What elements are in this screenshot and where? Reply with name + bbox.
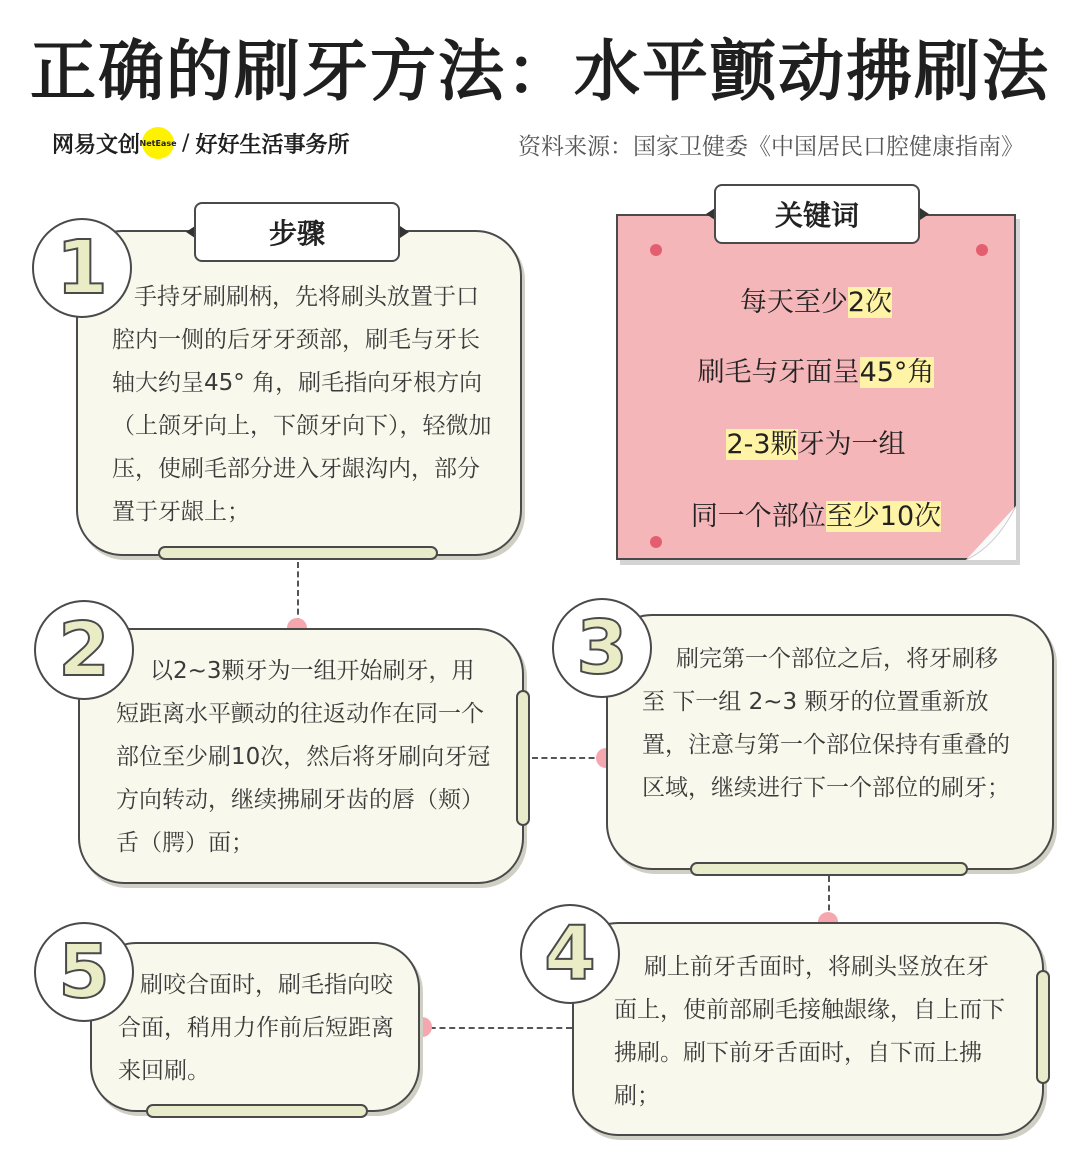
step-card-2 [78,628,524,884]
step-card-3 [606,614,1054,870]
step-text-2: 以2~3颗牙为一组开始刷牙，用短距离水平颤动的往返动作在同一个部位至少刷10次，然后将牙刷向牙冠方向转动，继续拂刷牙齿的唇（颊）舌（腭）面； [116,658,491,856]
keyword-2-text: 刷毛与牙面呈 [697,357,860,388]
card-5-bottom-bar [146,1104,368,1118]
keyword-4-text: 同一个部位 [690,501,826,532]
pin-top-right-icon [976,244,988,256]
page-curl-icon [966,506,1016,560]
card-4-side-bar [1036,970,1050,1084]
card-1-bottom-bar [158,546,438,560]
connector-1-2 [297,562,299,624]
netease-dot-logo: NetEase [142,127,174,159]
keyword-1-highlight: 2次 [847,287,893,318]
step-text-1: 手持牙刷刷柄，先将刷头放置于口腔内一侧的后牙牙颈部，刷毛与牙长轴大约呈45° 角，刷毛指向牙根方向（上颌牙向上，下颌牙向下），轻微加压，使刷毛部分进入牙龈沟内，部分置于牙龈上； [112,284,492,525]
brand-logo [52,128,349,158]
step-number-5: 5 [34,922,134,1022]
keyword-3-highlight: 2-3颗 [726,429,798,460]
pin-bottom-left-icon [650,536,662,548]
connector-2-3 [532,757,604,759]
brand-studio-text: 好好生活事务所 [195,132,350,158]
card-3-bottom-bar [690,862,968,876]
page-title: 正确的刷牙方法：水平颤动拂刷法 [30,33,1050,110]
card-2-side-bar [516,690,530,826]
tag-arrow-right-icon [400,226,409,238]
steps-tag: 步骤 [194,202,400,262]
step-text-5: 刷咬合面时，刷毛指向咬合面，稍用力作前后短距离来回刷。 [118,972,394,1084]
connector-4-5 [420,1027,572,1029]
keywords-note [616,214,1016,560]
step-text-4: 刷上前牙舌面时，将刷头竖放在牙面上，使前部刷毛接触龈缘，自上而下拂刷。刷下前牙舌面时，自下而上拂刷； [614,954,1005,1109]
step-card-1 [76,230,522,556]
step-text-3: 刷完第一个部位之后，将牙刷移 至 下一组 2~3 颗牙的位置重新放置，注意与第一个部位保持有重叠的区域，继续进行下一个部位的刷牙； [642,646,1010,801]
keyword-2 [618,350,1014,389]
keyword-3-suffix: 牙为一组 [797,429,906,460]
kw-tag-arrow-right-icon [920,208,929,220]
keywords-tag: 关键词 [714,184,920,244]
step-card-5 [90,942,420,1112]
keyword-4-highlight: 至少10次 [825,501,942,532]
brand-separator: / [182,130,190,156]
step-number-3: 3 [552,598,652,698]
keyword-4 [618,494,1014,533]
source-citation: 资料来源：国家卫健委《中国居民口腔健康指南》 [518,134,1024,160]
keyword-1-text: 每天至少 [739,287,848,318]
step-number-1: 1 [32,218,132,318]
brand-netease-text: 网易文创 [52,132,141,158]
pin-top-left-icon [650,244,662,256]
step-number-2: 2 [34,600,134,700]
step-number-4: 4 [520,904,620,1004]
keyword-3 [618,422,1014,461]
step-card-4 [572,922,1044,1136]
keyword-1 [618,280,1014,319]
keyword-2-highlight: 45°角 [859,357,935,388]
